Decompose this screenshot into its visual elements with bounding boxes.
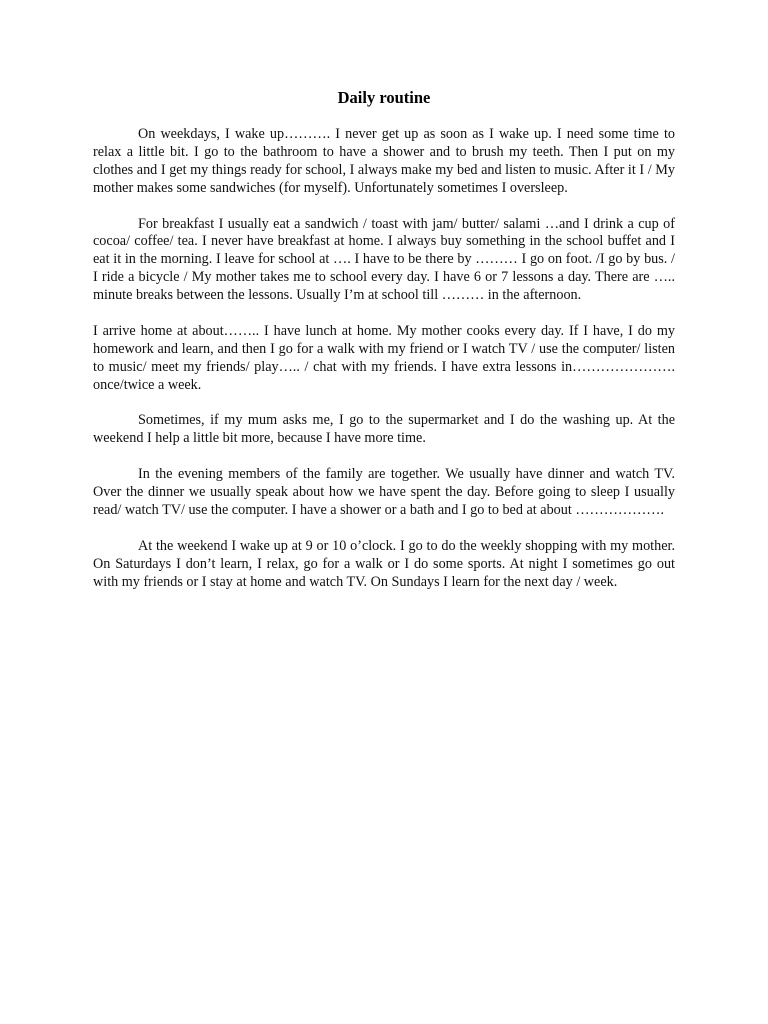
paragraph-breakfast-school: For breakfast I usually eat a sandwich / toast with jam/ butter/ salami …and I drink a cup of cocoa/ coffee/ tea. I never have breakfast at home. I always buy something in the school buffet and I eat it in the morning. I leave for school at …. I have to be there by ……… I go on foot. /I go by bus. / I ride a bicycle / My mother takes me to school every day. I have 6 or 7 lessons a day. There are ….. minute breaks between the lessons. Usually I’m at school till ……… in the afternoon. [93,215,675,304]
paragraph-chores: Sometimes, if my mum asks me, I go to the supermarket and I do the washing up. At the weekend I help a little bit more, because I have more time. [93,412,675,447]
paragraph-weekend: At the weekend I wake up at 9 or 10 o’clock. I go to do the weekly shopping with my mother. On Saturdays I don’t learn, I relax, go for a walk or I do some sports. At night I sometimes go out with my friends or I stay at home and watch TV. On Sundays I learn for the next day / week. [93,537,675,590]
paragraph-afternoon: I arrive home at about…….. I have lunch at home. My mother cooks every day. If I have, I do my homework and learn, and then I go for a walk with my friend or I watch TV / use the computer/ listen to music/ meet my friends/ play….. / chat with my friends. I have extra lessons in…………………. once/twice a week. [93,322,675,393]
paragraph-evening: In the evening members of the family are together. We usually have dinner and watch TV. Over the dinner we usually speak about how we have spent the day. Before going to sleep I usually read/ watch TV/ use the computer. I have a shower or a bath and I go to bed at about ………………. [93,466,675,518]
paragraph-weekday-morning: On weekdays, I wake up………. I never get up as soon as I wake up. I need some time to relax a little bit. I go to the bathroom to have a shower and to brush my teeth. Then I put on my clothes and I get my things ready for school, I always make my bed and listen to music. After it I / My mother makes some sandwiches (for myself). Unfortunately sometimes I oversleep. [93,126,675,196]
document-title: Daily routine [337,88,431,107]
document-body [93,126,675,609]
